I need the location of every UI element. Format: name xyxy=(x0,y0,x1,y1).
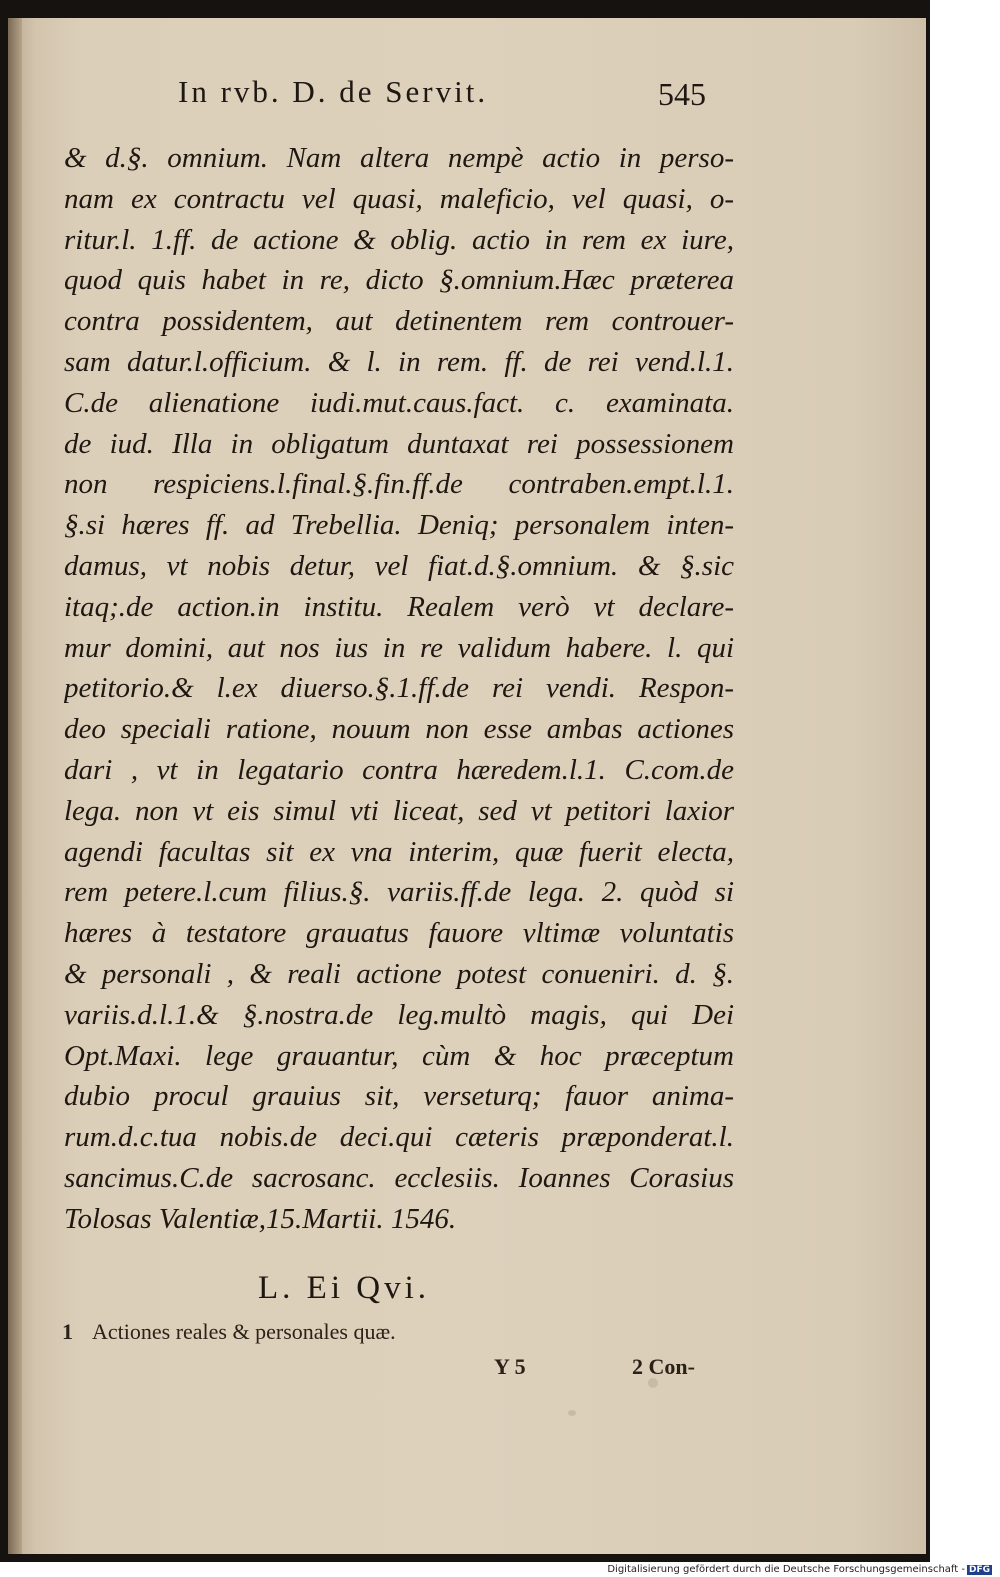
text-line: rem petere.l.cum filius.§. variis.ff.de lega. 2. quòd si xyxy=(64,876,734,909)
text-line: de iud. Illa in obligatum duntaxat rei possessionem xyxy=(64,427,734,460)
text-line: hæres à testatore grauatus fauore vltimæ voluntatis xyxy=(64,917,734,950)
text-line: itaq;.de action.in institu. Realem verò vt declare- xyxy=(64,590,734,623)
book-page xyxy=(8,18,926,1554)
text-line: C.de alienatione iudi.mut.caus.fact. c. examinata. xyxy=(64,386,734,419)
text-line: sam datur.l.officium. & l. in rem. ff. de rei vend.l.1. xyxy=(64,345,734,378)
digitization-credit xyxy=(607,1564,992,1575)
text-line: & personali , & reali actione potest conueniri. d. §. xyxy=(64,957,734,990)
text-line: nam ex contractu vel quasi, maleficio, vel quasi, o- xyxy=(64,182,734,215)
text-line: non respiciens.l.final.§.fin.ff.de contraben.empt.l.1. xyxy=(64,468,734,501)
summary-note-number: 1 xyxy=(62,1319,73,1344)
page-number: 545 xyxy=(658,76,706,112)
text-line: petitorio.& l.ex diuerso.§.1.ff.de rei vendi. Respon- xyxy=(64,672,734,705)
page-spine-shadow xyxy=(8,18,22,1554)
text-line: mur domini, aut nos ius in re validum habere. l. qui xyxy=(64,631,734,664)
body-text xyxy=(64,138,734,1240)
text-line: lega. non vt eis simul vti liceat, sed vt petitori laxior xyxy=(64,794,734,827)
text-line: agendi facultas sit ex vna interim, quæ fuerit electa, xyxy=(64,835,734,868)
text-line: quod quis habet in re, dicto §.omnium.Hæc præterea xyxy=(64,264,734,297)
dfg-logo: DFG xyxy=(968,1565,990,1575)
text-line: Opt.Maxi. lege grauantur, cùm & hoc præceptum xyxy=(64,1039,734,1072)
summary-note xyxy=(62,1319,396,1345)
signature-mark: Y 5 xyxy=(494,1354,526,1379)
text-line: ritur.l. 1.ff. de actione & oblig. actio in rem ex iure, xyxy=(64,223,734,256)
section-heading: L. Ei Qvi. xyxy=(258,1270,430,1306)
text-line: dubio procul grauius sit, verseturq; fauor anima- xyxy=(64,1080,734,1113)
text-line: damus, vt nobis detur, vel fiat.d.§.omnium. & §.sic xyxy=(64,549,734,582)
text-line: & d.§. omnium. Nam altera nempè actio in perso- xyxy=(64,142,734,174)
text-line: §.si hæres ff. ad Trebellia. Deniq; personalem inten- xyxy=(64,509,734,542)
text-line: deo speciali ratione, nouum non esse ambas actiones xyxy=(64,713,734,746)
text-line: rum.d.c.tua nobis.de deci.qui cæteris præponderat.l. xyxy=(64,1121,734,1154)
text-line: dari , vt in legatario contra hæredem.l.1. C.com.de xyxy=(64,753,734,786)
text-line-dateline: Tolosas Valentiæ,15.Martii. 1546. xyxy=(64,1202,457,1235)
running-head: In rvb. D. de Servit. xyxy=(178,74,489,109)
text-line: variis.d.l.1.& §.nostra.de leg.multò magis, qui Dei xyxy=(64,998,734,1031)
text-line: sancimus.C.de sacrosanc. ecclesiis. Ioannes Corasius xyxy=(64,1161,734,1194)
summary-note-text: Actiones reales & personales quæ. xyxy=(92,1319,396,1344)
paper-stain xyxy=(568,1410,576,1416)
credit-text: Digitalisierung gefördert durch die Deutsche Forschungsgemeinschaft - xyxy=(607,1564,965,1575)
catchword: 2 Con- xyxy=(632,1354,695,1379)
text-line: contra possidentem, aut detinentem rem controuer- xyxy=(64,305,734,338)
